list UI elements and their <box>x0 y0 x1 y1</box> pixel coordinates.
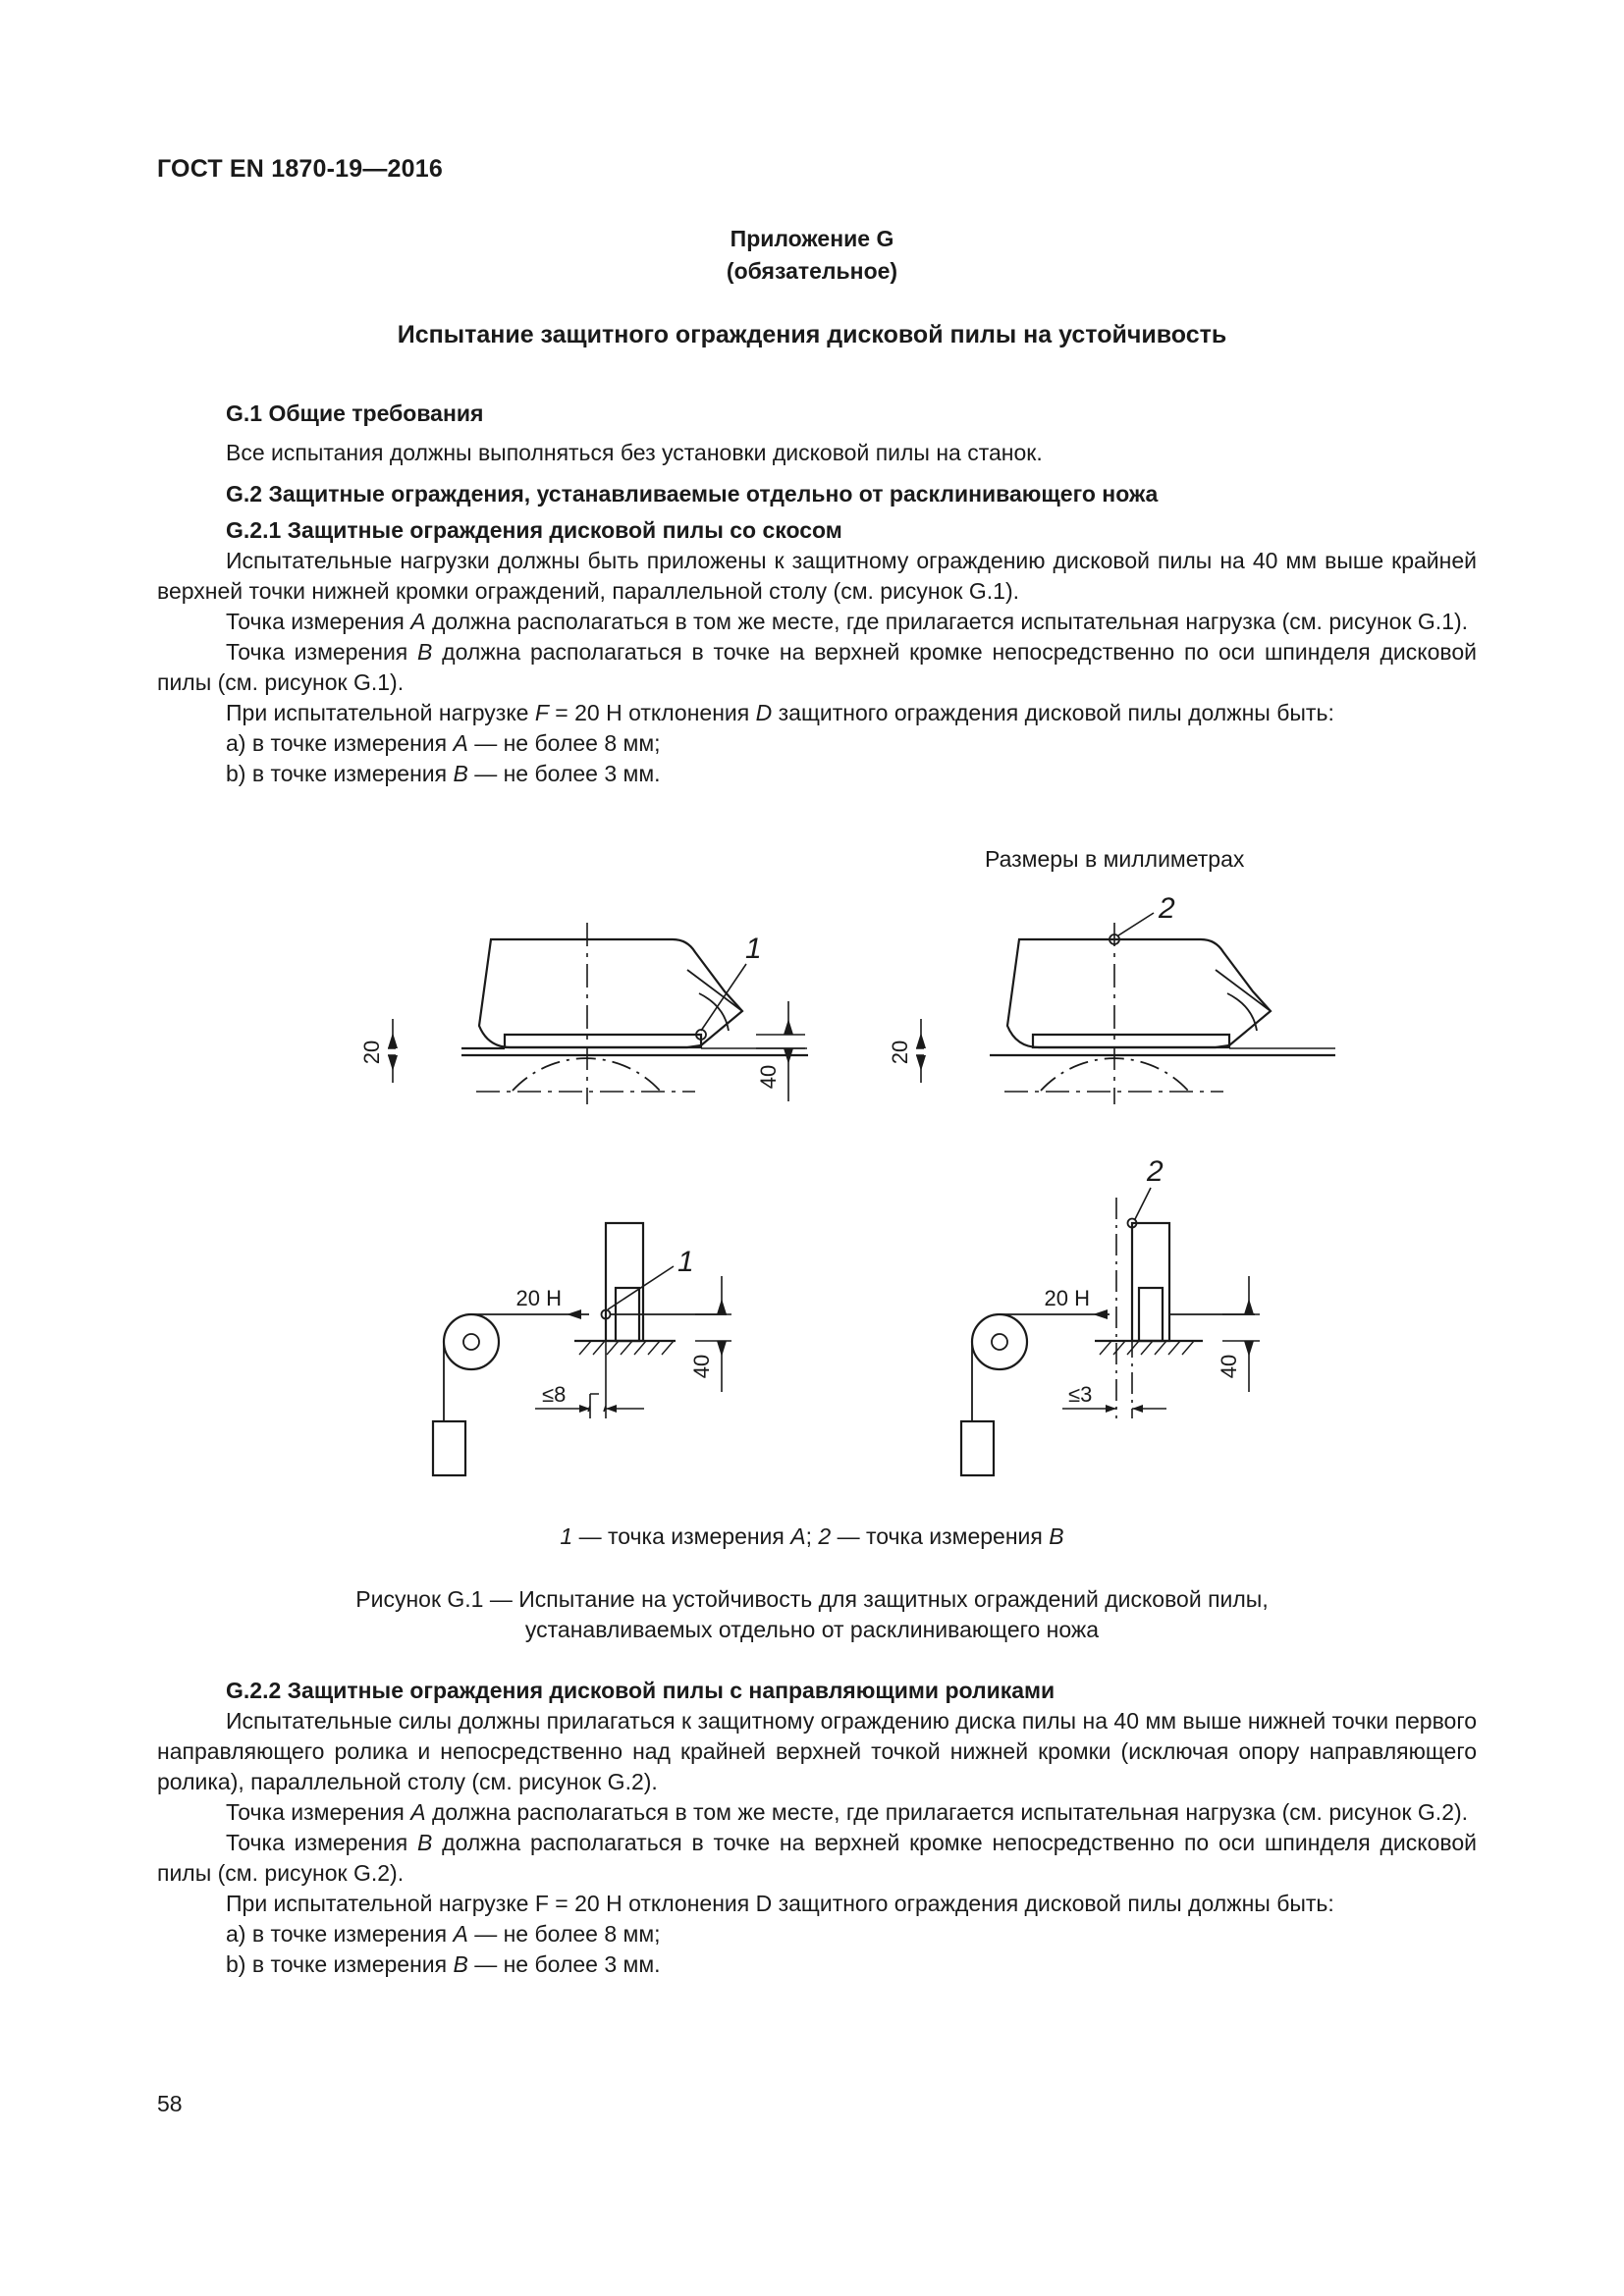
dim-40-bottom-left: 40 <box>689 1354 714 1379</box>
force-label-left: 20 Н <box>515 1286 562 1310</box>
annex-title: Приложение G <box>730 226 894 251</box>
label-1-bottom: 1 <box>677 1246 694 1278</box>
g22-paragraph-4: При испытательной нагрузке F = 20 Н отклонения D защитного ограждения дисковой пилы должны быть: <box>226 1891 1334 1916</box>
guard-top-right <box>916 913 1335 1104</box>
heading-g1: G.1 Общие требования <box>226 400 484 426</box>
section-g22 <box>157 1676 1477 1980</box>
label-2-top: 2 <box>1159 892 1175 925</box>
g21-paragraph-4: При испытательной нагрузке F = 20 Н отклонения D защитного ограждения дисковой пилы должны быть: <box>226 700 1334 725</box>
dim-le8: ≤8 <box>542 1382 567 1407</box>
annex-heading: Испытание защитного ограждения дисковой пилы на устойчивость <box>397 321 1227 348</box>
units-note: Размеры в миллиметрах <box>985 846 1245 872</box>
label-2-bottom: 2 <box>1147 1155 1164 1188</box>
figure-caption-line-1: Рисунок G.1 — Испытание на устойчивость для защитных ограждений дисковой пилы, <box>355 1586 1269 1612</box>
annex-status: (обязательное) <box>726 258 898 284</box>
g21-paragraph-2: Точка измерения А должна располагаться в том же месте, где прилагается испытательная нагрузка (см. рисунок G.1). <box>226 609 1469 634</box>
dim-20-left: 20 <box>359 1040 384 1065</box>
dim-40-bottom-right: 40 <box>1217 1354 1241 1379</box>
heading-g2: G.2 Защитные ограждения, устанавливаемые отдельно от расклинивающего ножа <box>226 481 1159 507</box>
dim-40-top-left: 40 <box>756 1064 781 1090</box>
g21-paragraph-1: Испытательные нагрузки должны быть приложены к защитному ограждению дисковой пилы на 40 мм выше крайней верхней точки нижней кромки ограждений, параллельной столу (см. рисунок G.1). <box>157 548 1477 604</box>
force-label-right: 20 Н <box>1044 1286 1090 1310</box>
figure-caption-line-2: устанавливаемых отдельно от расклинивающего ножа <box>524 1617 1100 1642</box>
section-g1-g21 <box>157 399 1477 789</box>
g21-list-item-a: a) в точке измерения А — не более 8 мм; <box>226 730 661 756</box>
g21-paragraph-3: Точка измерения В должна располагаться в точке на верхней кромке непосредственно по оси шпинделя дисковой пилы (см. рисунок G.1). <box>157 639 1477 695</box>
document-id: ГОСТ EN 1870-19—2016 <box>157 155 443 183</box>
g1-text: Все испытания должны выполняться без установки дисковой пилы на станок. <box>226 440 1043 465</box>
g22-list-item-b: b) в точке измерения В — не более 3 мм. <box>226 1951 661 1977</box>
label-1-top: 1 <box>745 933 762 965</box>
dim-le3: ≤3 <box>1068 1382 1093 1407</box>
test-setup-right <box>961 1188 1260 1475</box>
g22-paragraph-1: Испытательные силы должны прилагаться к защитному ограждению диска пилы на 40 мм выше нижней точки первого направляющего ролика и непосредственно над крайней верхней точкой нижней кромки (исключая опору направляющего ролика), параллельной столу (см. рисунок G.2). <box>157 1708 1477 1794</box>
g21-list-item-b: b) в точке измерения В — не более 3 мм. <box>226 761 661 786</box>
dim-20-right: 20 <box>888 1040 912 1065</box>
g22-paragraph-2: Точка измерения А должна располагаться в том же месте, где прилагается испытательная нагрузка (см. рисунок G.2). <box>226 1799 1469 1825</box>
figure-caption <box>0 1584 1624 1645</box>
figure-g1-drawing <box>0 864 1624 1502</box>
page-number: 58 <box>157 2091 183 2116</box>
figure-legend: 1 — точка измерения А; 2 — точка измерения В <box>560 1523 1064 1549</box>
heading-g21: G.2.1 Защитные ограждения дисковой пилы со скосом <box>226 517 842 543</box>
g22-paragraph-3: Точка измерения В должна располагаться в точке на верхней кромке непосредственно по оси шпинделя дисковой пилы (см. рисунок G.2). <box>157 1830 1477 1886</box>
g22-list-item-a: a) в точке измерения А — не более 8 мм; <box>226 1921 661 1947</box>
heading-g22: G.2.2 Защитные ограждения дисковой пилы с направляющими роликами <box>226 1678 1056 1703</box>
